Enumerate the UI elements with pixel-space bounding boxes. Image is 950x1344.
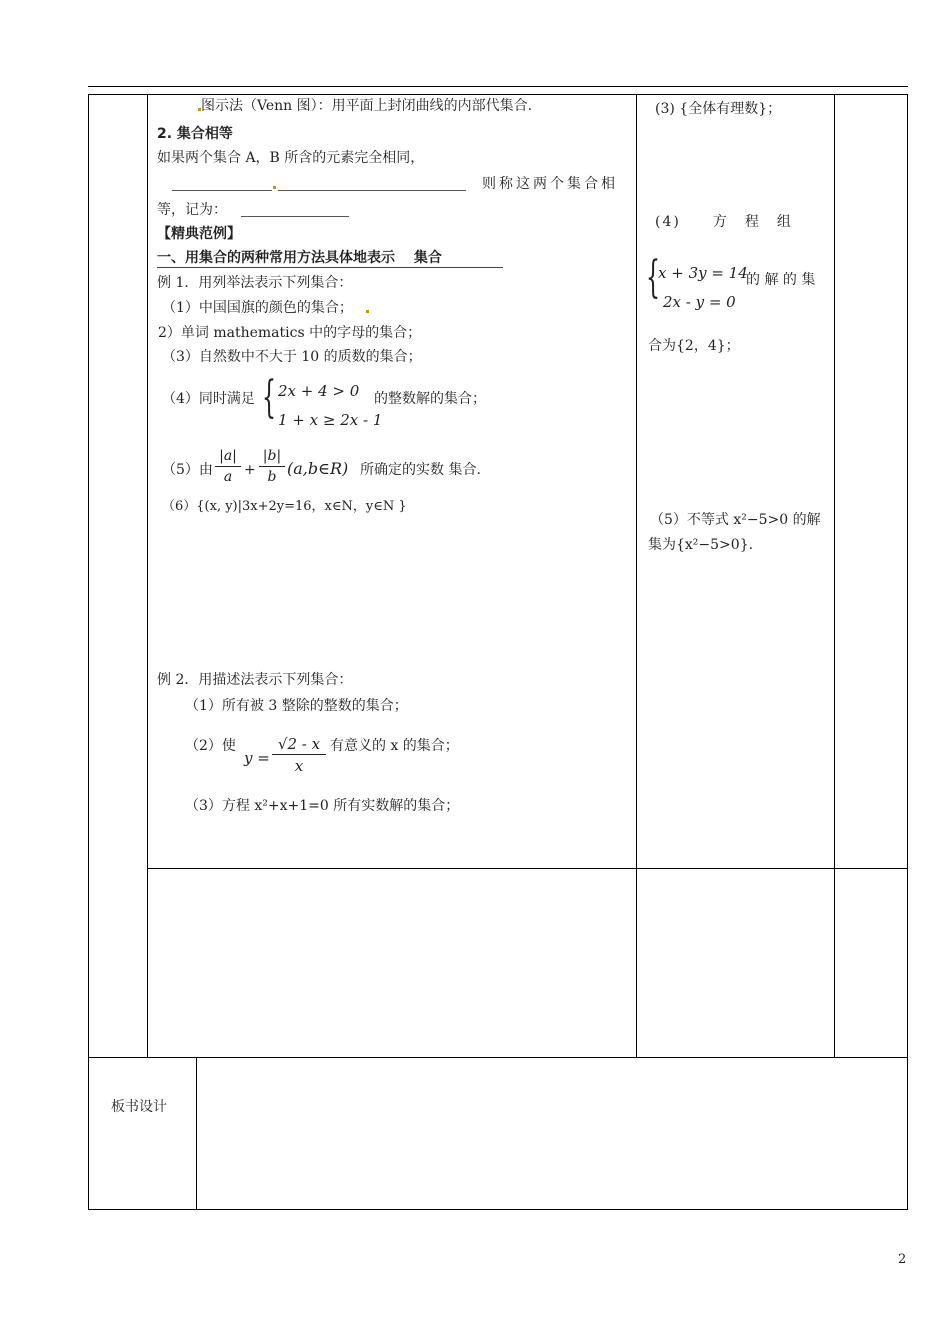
example-2-title: 例 2．用描述法表示下列集合： xyxy=(157,672,353,688)
equality-line-2-tail: 则称这两个集合相 xyxy=(482,176,618,192)
fraction-a-den: a xyxy=(223,469,233,485)
venn-line: 图示法（Venn 图）：用平面上封闭曲线的内部代集合. xyxy=(201,98,533,114)
example-1-item-3: （3）自然数中不大于 10 的质数的集合； xyxy=(162,349,422,365)
examples-header: 【精典范例】 xyxy=(157,226,241,242)
marker-dot xyxy=(366,310,369,313)
example-2-sqrt-fraction xyxy=(272,734,326,777)
example-1-item-5-cond: (a,b∈R) xyxy=(287,459,349,478)
col-divider-2 xyxy=(636,94,637,1058)
example-1-item-4-prefix: （4）同时满足 xyxy=(162,391,255,407)
answer-5-line-2: 集为{x²−5>0}. xyxy=(648,537,754,553)
fraction-a xyxy=(215,446,241,487)
example-1-item-6: （6）{(x, y)|3x+2y=16，x∈N，y∈N } xyxy=(162,499,407,514)
row-divider-1 xyxy=(147,868,908,869)
example-1-item-5-prefix: （5）由 xyxy=(162,462,213,478)
example-1-item-4-eq1: 2x + 4 > 0 xyxy=(278,382,360,400)
fraction-b-num: |b| xyxy=(259,446,285,467)
example-2-item-2-prefix: （2）使 xyxy=(185,738,236,754)
header-rule xyxy=(88,86,908,87)
example-1-item-2: 2）单词 mathematics 中的字母的集合； xyxy=(158,325,422,341)
table-border-top xyxy=(88,94,908,95)
fraction-b-den: b xyxy=(267,469,277,485)
plus-sign: + xyxy=(244,462,256,478)
col-divider-1 xyxy=(147,94,148,1058)
col-divider-3 xyxy=(834,94,835,1058)
fill-blank-notation[interactable] xyxy=(241,202,349,217)
fraction-a-num: |a| xyxy=(215,446,241,467)
example-2-item-2-y: y = xyxy=(244,749,270,767)
example-2-item-3: （3）方程 x²+x+1=0 所有实数解的集合； xyxy=(185,798,460,814)
example-1-item-4-eq2: 1 + x ≥ 2x - 1 xyxy=(278,411,383,429)
fraction-b xyxy=(259,446,285,487)
heading-1-underline xyxy=(157,267,503,268)
heading-1: 一、用集合的两种常用方法具体地表示 集合 xyxy=(157,250,442,266)
example-1-title: 例 1．用列举法表示下列集合： xyxy=(157,275,353,291)
board-design-label: 板书设计 xyxy=(111,1099,167,1115)
section2-title: 2. 集合相等 xyxy=(157,126,233,142)
system-brace-icon: { xyxy=(262,372,276,423)
sqrt-numerator: √2 - x xyxy=(272,734,326,755)
table-border-left xyxy=(88,94,89,1210)
example-2-item-1: （1）所有被 3 整除的整数的集合； xyxy=(185,698,408,714)
table-border-bottom xyxy=(88,1209,908,1210)
row-divider-2 xyxy=(88,1057,908,1058)
marker-dot xyxy=(273,186,276,189)
answer-4-result: 合为{2，4}； xyxy=(648,338,740,354)
equality-line-1: 如果两个集合 A，B 所含的元素完全相同， xyxy=(157,150,425,166)
answer-4-label: (4) 方 程 组 xyxy=(655,214,793,230)
example-1-item-1: （1）中国国旗的颜色的集合； xyxy=(162,300,353,316)
answer-3: (3) {全体有理数}； xyxy=(655,101,782,117)
table-border-right xyxy=(907,94,908,1210)
bottom-label-divider xyxy=(196,1057,197,1209)
fill-blank-1[interactable] xyxy=(172,176,272,191)
sqrt-denominator: x xyxy=(294,757,304,775)
answer-4-eq2: 2x - y = 0 xyxy=(663,293,736,311)
equality-line-3: 等，记为： xyxy=(157,202,227,218)
example-1-item-4-suffix: 的整数解的集合； xyxy=(374,391,486,407)
page-number: 2 xyxy=(898,1252,907,1267)
example-1-item-5-suffix: 所确定的实数 集合. xyxy=(360,462,481,478)
answer-4-tail: 的 解 的 集 xyxy=(746,272,816,288)
answer-4-eq1: x + 3y = 14 xyxy=(658,264,748,282)
system-brace-icon: { xyxy=(646,252,660,303)
example-2-item-2-suffix: 有意义的 x 的集合； xyxy=(330,738,459,754)
fill-blank-2[interactable] xyxy=(278,176,466,191)
answer-5-line-1: （5）不等式 x²−5>0 的解 xyxy=(650,512,821,528)
